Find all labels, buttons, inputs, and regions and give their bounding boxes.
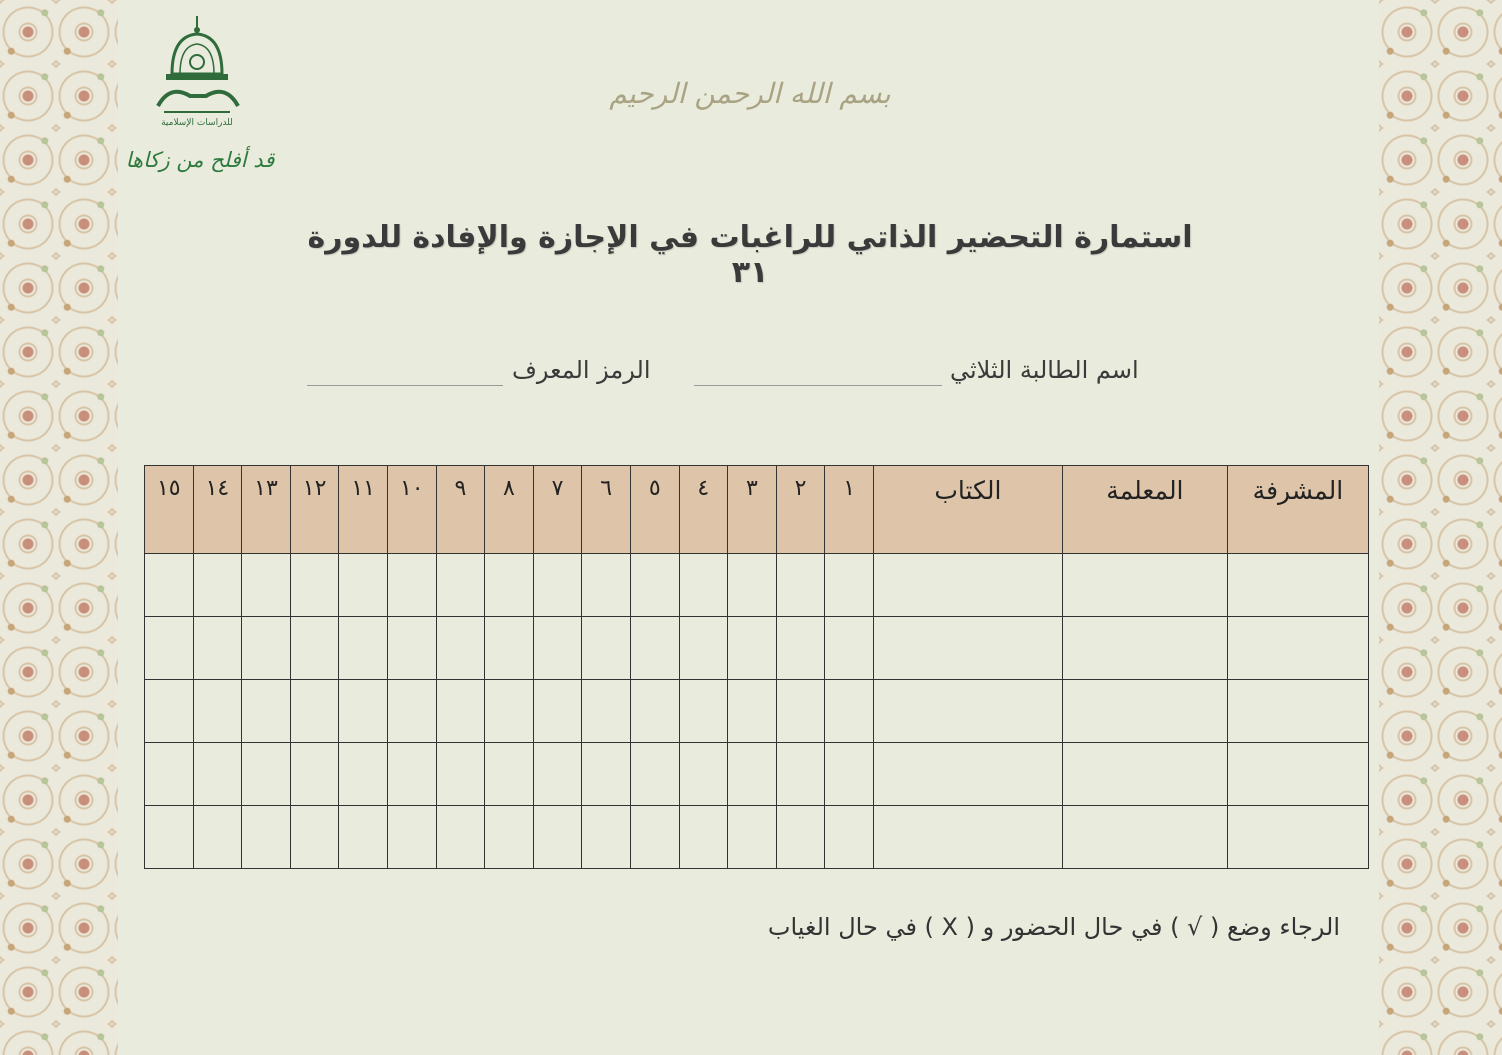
- table-cell[interactable]: [776, 680, 825, 743]
- table-cell[interactable]: [630, 680, 679, 743]
- table-cell[interactable]: [776, 743, 825, 806]
- header-session-13: ١٣: [242, 466, 291, 554]
- table-cell[interactable]: [290, 743, 339, 806]
- table-cell[interactable]: [436, 617, 485, 680]
- table-cell[interactable]: [728, 806, 777, 869]
- table-cell[interactable]: [290, 806, 339, 869]
- table-cell[interactable]: [242, 806, 291, 869]
- form-title: استمارة التحضير الذاتي للراغبات في الإجازة والإفادة للدورة ٣١: [307, 220, 1193, 290]
- student-name-line[interactable]: [694, 385, 942, 386]
- table-cell[interactable]: [290, 617, 339, 680]
- table-cell[interactable]: [1062, 617, 1227, 680]
- table-cell[interactable]: [1062, 806, 1227, 869]
- table-cell[interactable]: [1227, 806, 1368, 869]
- header-session-8: ٨: [485, 466, 534, 554]
- header-session-15: ١٥: [145, 466, 194, 554]
- table-cell[interactable]: [630, 617, 679, 680]
- attendance-instruction-note: الرجاء وضع ( √ ) في حال الحضور و ( X ) في حال الغياب: [767, 913, 1340, 941]
- table-cell[interactable]: [533, 743, 582, 806]
- table-cell[interactable]: [728, 617, 777, 680]
- table-cell[interactable]: [485, 680, 534, 743]
- header-session-2: ٢: [776, 466, 825, 554]
- header-book: الكتاب: [873, 466, 1062, 554]
- table-row: [145, 680, 1369, 743]
- header-session-4: ٤: [679, 466, 728, 554]
- header-session-5: ٥: [630, 466, 679, 554]
- table-cell[interactable]: [242, 617, 291, 680]
- table-cell[interactable]: [873, 743, 1062, 806]
- header-session-3: ٣: [728, 466, 777, 554]
- table-cell[interactable]: [387, 617, 436, 680]
- table-cell[interactable]: [193, 806, 242, 869]
- table-cell[interactable]: [776, 806, 825, 869]
- table-cell[interactable]: [485, 617, 534, 680]
- logo-caption: للدراسات الإسلامية: [161, 118, 233, 128]
- table-cell[interactable]: [145, 680, 194, 743]
- table-cell[interactable]: [339, 743, 388, 806]
- table-row: [145, 743, 1369, 806]
- code-line[interactable]: [307, 385, 503, 386]
- code-label: الرمز المعرف: [512, 356, 651, 384]
- header-supervisor: المشرفة: [1227, 466, 1368, 554]
- table-cell[interactable]: [582, 617, 631, 680]
- decorative-border-left: [0, 0, 118, 1055]
- header-session-1: ١: [825, 466, 874, 554]
- table-cell[interactable]: [145, 806, 194, 869]
- table-cell[interactable]: [436, 680, 485, 743]
- student-name-label: اسم الطالبة الثلاثي: [950, 356, 1139, 384]
- table-cell[interactable]: [873, 617, 1062, 680]
- table-cell[interactable]: [873, 806, 1062, 869]
- header-session-9: ٩: [436, 466, 485, 554]
- table-cell[interactable]: [485, 554, 534, 617]
- table-cell[interactable]: [339, 806, 388, 869]
- table-cell[interactable]: [825, 617, 874, 680]
- table-cell[interactable]: [1062, 554, 1227, 617]
- table-cell[interactable]: [145, 617, 194, 680]
- table-cell[interactable]: [290, 680, 339, 743]
- table-cell[interactable]: [728, 680, 777, 743]
- table-cell[interactable]: [436, 806, 485, 869]
- table-cell[interactable]: [630, 554, 679, 617]
- table-cell[interactable]: [290, 554, 339, 617]
- table-cell[interactable]: [1227, 554, 1368, 617]
- table-cell[interactable]: [533, 617, 582, 680]
- table-row: [145, 806, 1369, 869]
- table-cell[interactable]: [679, 743, 728, 806]
- table-cell[interactable]: [387, 680, 436, 743]
- table-cell[interactable]: [679, 806, 728, 869]
- table-cell[interactable]: [145, 743, 194, 806]
- institution-logo: [150, 14, 244, 134]
- header-session-12: ١٢: [290, 466, 339, 554]
- table-cell[interactable]: [873, 554, 1062, 617]
- table-cell[interactable]: [630, 743, 679, 806]
- table-cell[interactable]: [1227, 743, 1368, 806]
- table-cell[interactable]: [582, 680, 631, 743]
- header-session-14: ١٤: [193, 466, 242, 554]
- table-cell[interactable]: [825, 680, 874, 743]
- header-session-10: ١٠: [387, 466, 436, 554]
- table-cell[interactable]: [582, 554, 631, 617]
- table-cell[interactable]: [1062, 680, 1227, 743]
- table-cell[interactable]: [339, 680, 388, 743]
- table-cell[interactable]: [242, 743, 291, 806]
- decorative-border-right: [1379, 0, 1502, 1055]
- table-cell[interactable]: [679, 680, 728, 743]
- table-cell[interactable]: [339, 617, 388, 680]
- table-cell[interactable]: [193, 554, 242, 617]
- table-cell[interactable]: [485, 806, 534, 869]
- table-cell[interactable]: [679, 554, 728, 617]
- attendance-table: [144, 465, 1369, 869]
- table-cell[interactable]: [728, 743, 777, 806]
- table-cell[interactable]: [485, 743, 534, 806]
- table-cell[interactable]: [145, 554, 194, 617]
- table-cell[interactable]: [582, 743, 631, 806]
- table-cell[interactable]: [1227, 617, 1368, 680]
- table-cell[interactable]: [582, 806, 631, 869]
- table-cell[interactable]: [825, 743, 874, 806]
- table-cell[interactable]: [436, 743, 485, 806]
- table-cell[interactable]: [533, 806, 582, 869]
- table-cell[interactable]: [436, 554, 485, 617]
- table-header-row: [145, 466, 1369, 554]
- table-cell[interactable]: [387, 554, 436, 617]
- table-cell[interactable]: [533, 554, 582, 617]
- table-cell[interactable]: [679, 617, 728, 680]
- table-row: [145, 617, 1369, 680]
- motto-calligraphy: قد أفلح من زكاها: [125, 148, 275, 172]
- table-cell[interactable]: [533, 680, 582, 743]
- header-teacher: المعلمة: [1062, 466, 1227, 554]
- table-cell[interactable]: [776, 617, 825, 680]
- table-row: [145, 554, 1369, 617]
- table-cell[interactable]: [776, 554, 825, 617]
- table-cell[interactable]: [1062, 743, 1227, 806]
- table-cell[interactable]: [339, 554, 388, 617]
- table-cell[interactable]: [242, 680, 291, 743]
- header-session-7: ٧: [533, 466, 582, 554]
- table-cell[interactable]: [387, 743, 436, 806]
- table-cell[interactable]: [193, 743, 242, 806]
- header-session-6: ٦: [582, 466, 631, 554]
- table-cell[interactable]: [193, 680, 242, 743]
- table-cell[interactable]: [193, 617, 242, 680]
- table-cell[interactable]: [387, 806, 436, 869]
- header-session-11: ١١: [339, 466, 388, 554]
- table-cell[interactable]: [242, 554, 291, 617]
- basmala-calligraphy: بسم الله الرحمن الرحيم: [609, 77, 891, 110]
- table-cell[interactable]: [825, 554, 874, 617]
- table-cell[interactable]: [1227, 680, 1368, 743]
- table-cell[interactable]: [873, 680, 1062, 743]
- table-cell[interactable]: [825, 806, 874, 869]
- table-cell[interactable]: [728, 554, 777, 617]
- table-cell[interactable]: [630, 806, 679, 869]
